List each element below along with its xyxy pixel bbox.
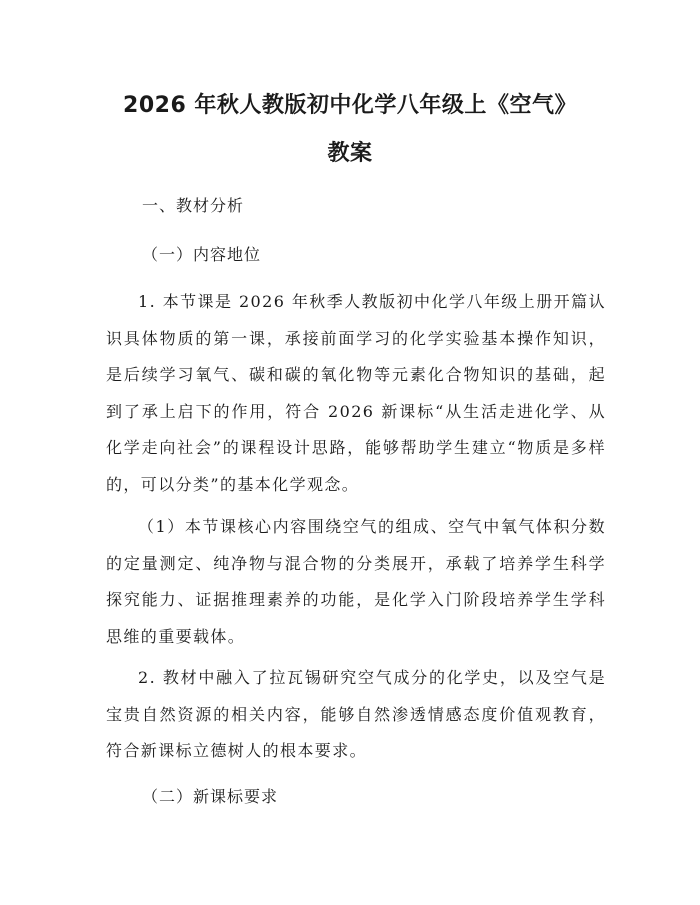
section-heading-textbook-analysis: 一、教材分析 — [142, 196, 245, 215]
document-title-line2: 教案 — [327, 141, 373, 166]
paragraph-1: 1. 本节课是 2026 年秋季人教版初中化学八年级上册开篇认识具体物质的第一课，承接前面学习的化学实验基本操作知识，是后续学习氧气、碳和碳的氧化物等元素化合物知识的基础，起到了承上启下的作用，符合 2026 新课标“从生活走进化学、从化学走向社会”的课程设计思路，能够帮助学生建立“物质是多样的，可以分类”的基本化学观念。 — [106, 292, 606, 494]
document-title-line1: 2026 年秋人教版初中化学八年级上《空气》 — [123, 93, 577, 118]
paragraph-3: 2. 教材中融入了拉瓦锡研究空气成分的化学史，以及空气是宝贵自然资源的相关内容，能够自然渗透情感态度价值观教育，符合新课标立德树人的根本要求。 — [106, 668, 606, 760]
subsection-heading-content-position: （一）内容地位 — [142, 245, 262, 264]
subsection-heading-new-curriculum: （二）新课标要求 — [142, 787, 279, 806]
paragraph-2: （1）本节课核心内容围绕空气的组成、空气中氧气体积分数的定量测定、纯净物与混合物的分类展开，承载了培养学生科学探究能力、证据推理素养的功能，是化学入门阶段培养学生学科思维的重要载体。 — [106, 517, 606, 646]
